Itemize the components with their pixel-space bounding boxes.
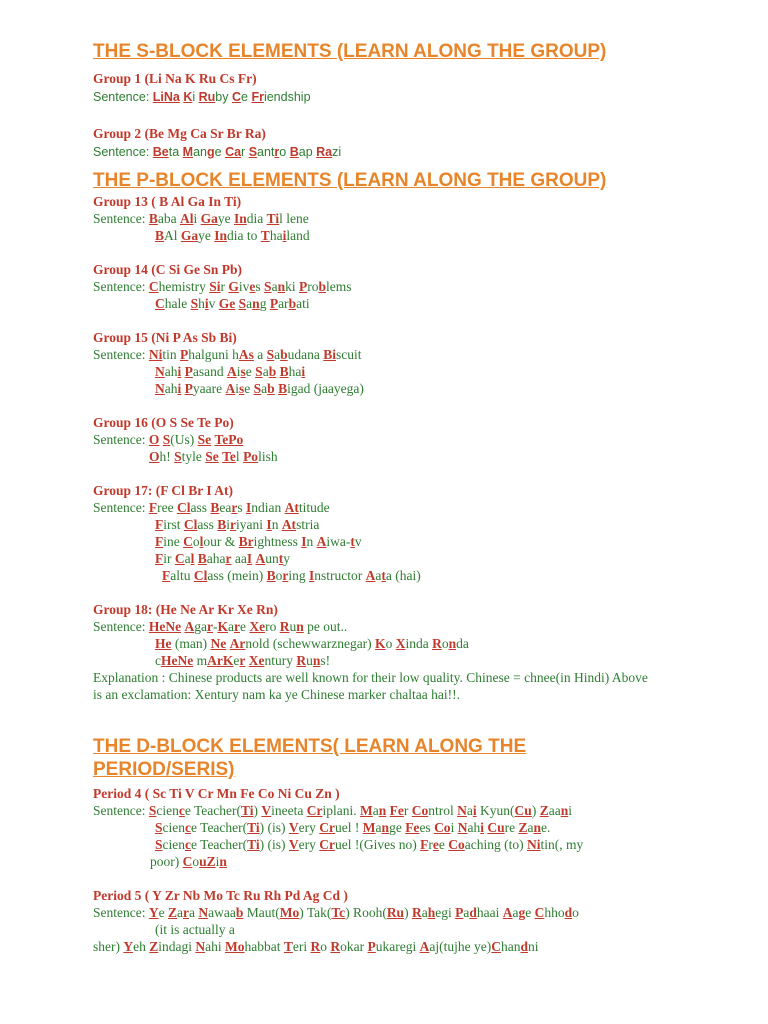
mnemonic-letter: A [227, 364, 237, 379]
mnemonic-letter: C [174, 551, 185, 566]
mnemonic-letter: As [238, 347, 254, 362]
mnemonic-letter: A [365, 568, 376, 583]
mnemonic-line: Nahi Pyaare Aise Sab Bigad (jaayega) [155, 381, 364, 396]
mnemonic-letter: In [234, 211, 247, 226]
mnemonic-letter: P [298, 279, 308, 294]
mnemonic-letter: n [219, 854, 227, 869]
mnemonic-letter: b [268, 364, 277, 379]
mnemonic-letter: b [280, 347, 288, 362]
mnemonic-letter: d [520, 939, 529, 954]
mnemonic-letter: C [491, 939, 501, 954]
document-page [93, 40, 753, 955]
mnemonic-letter: TePo [214, 432, 244, 447]
mnemonic-line: cHeNe mArKer Xentury Runs! [155, 653, 331, 668]
mnemonic-letter: Ar [229, 636, 246, 651]
mnemonic-letter: i [472, 803, 477, 818]
mnemonic-letter: R [432, 636, 442, 651]
mnemonic-letter: Cr [319, 820, 336, 835]
mnemonic-line: He (man) Ne Arnold (schewwarznegar) Ko Xinda Ronda [155, 636, 469, 651]
mnemonic-letter: Z [167, 905, 177, 920]
mnemonic-letter: N [195, 939, 206, 954]
mnemonic-letter: B [148, 211, 158, 226]
mnemonic-line: Sentence: Free Class Bears Indian Attitude [93, 500, 330, 515]
mnemonic-letter: B [289, 145, 299, 159]
mnemonic-letter: r [233, 619, 240, 634]
mnemonic-letter: Ru [386, 905, 405, 920]
mnemonic-letter: Ru [198, 90, 216, 104]
mnemonic-letter: c [178, 803, 185, 818]
mnemonic-line: First Class Biriyani In Atstria [155, 517, 320, 532]
mnemonic-letter: R [330, 939, 341, 954]
mnemonic-letter: b [235, 905, 244, 920]
mnemonic-letter: h [427, 905, 436, 920]
mnemonic-letter: F [155, 517, 164, 532]
mnemonic-letter: Te [222, 449, 236, 464]
mnemonic-letter: Ni [527, 837, 541, 852]
mnemonic-letter: r [239, 653, 246, 668]
mnemonic-line: Faltu Class (mein) Boring Instructor Aata (hai) [162, 568, 421, 583]
mnemonic-letter: I [266, 517, 272, 532]
mnemonic-letter: B [155, 228, 165, 243]
mnemonic-letter: S [253, 381, 262, 396]
mnemonic-letter: V [261, 803, 272, 818]
mnemonic-letter: S [174, 449, 182, 464]
mnemonic-letter: S [264, 279, 272, 294]
mnemonic-letter: n [312, 653, 321, 668]
mnemonic-letter: Fr [251, 90, 264, 104]
mnemonic-letter: M [182, 145, 194, 159]
mnemonic-letter: R [310, 939, 321, 954]
mnemonic-letter: X [395, 636, 406, 651]
mnemonic-letter: Z [539, 803, 549, 818]
mnemonic-letter: Mo [225, 939, 245, 954]
mnemonic-line: Fine Colour & Brightness In Aiwa-tv [155, 534, 362, 549]
group-heading: Period 4 ( Sc Ti V Cr Mn Fe Co Ni Cu Zn ) [93, 786, 340, 801]
mnemonic-letter: n [252, 296, 260, 311]
mnemonic-letter: t [381, 568, 386, 583]
mnemonic-letter: B [266, 568, 276, 583]
mnemonic-letter: Ge [218, 296, 236, 311]
mnemonic-line: Sentence: O S(Us) Se TePo [93, 432, 244, 447]
mnemonic-letter: C [148, 279, 159, 294]
mnemonic-letter: Cr [306, 803, 323, 818]
mnemonic-letter: Po [243, 449, 259, 464]
mnemonic-letter: O [148, 432, 160, 447]
mnemonic-line: Sentence: Ye Zara Nawaab Maut(Mo) Tak(Tc) Rooh(Ru) Rahegi Padhaai Aage Chhodo [93, 905, 579, 920]
mnemonic-letter: S [162, 432, 171, 447]
mnemonic-line: Nahi Pasand Aise Sab Bhai [155, 364, 306, 379]
mnemonic-letter: r [231, 500, 238, 515]
mnemonic-line: Sentence: Chemistry Sir Gives Sanki Problems [93, 279, 352, 294]
mnemonic-letter: Ga [200, 211, 218, 226]
mnemonic-letter: O [149, 449, 160, 464]
group-heading: Group 18: (He Ne Ar Kr Xe Rn) [93, 602, 278, 617]
mnemonic-letter: B [279, 364, 289, 379]
mnemonic-letter: B [217, 517, 227, 532]
mnemonic-line: (it is actually a [155, 922, 235, 937]
mnemonic-line: Sentence: Baba Ali Gaye India Til lene [93, 211, 309, 226]
mnemonic-letter: l [199, 534, 204, 549]
mnemonic-letter: P [269, 296, 279, 311]
mnemonic-line: Sentence: Science Teacher(Ti) Vineeta Criplani. Man Fer Control Nai Kyun(Cu) Zaani [93, 803, 572, 818]
mnemonic-letter: Bi [323, 347, 337, 362]
mnemonic-letter: B [278, 381, 288, 396]
mnemonic-letter: Xe [249, 619, 266, 634]
group-heading: Group 17: (F Cl Br I At) [93, 483, 234, 498]
mnemonic-letter: C [183, 534, 193, 549]
mnemonic-line: Sentence: LiNa Ki Ruby Ce Friendship [93, 90, 311, 104]
mnemonic-letter: A [419, 939, 430, 954]
mnemonic-letter: Al [179, 211, 194, 226]
mnemonic-letter: Ra [316, 145, 333, 159]
mnemonic-line: Sentence: HeNe Agar-Kare Xero Run pe out.. [93, 619, 348, 634]
mnemonic-letter: N [457, 803, 467, 818]
mnemonic-letter: C [231, 90, 242, 104]
mnemonic-letter: S [148, 803, 157, 818]
mnemonic-letter: Br [238, 534, 254, 549]
mnemonic-letter: d [469, 905, 477, 920]
mnemonic-letter: n [277, 279, 286, 294]
mnemonic-letter: i [480, 820, 484, 835]
mnemonic-letter: HeNe [161, 653, 194, 668]
mnemonic-line: Science Teacher(Ti) (is) Very Cruel !(Gives no) Free Coaching (to) Nitin(, my [155, 837, 584, 852]
mnemonic-letter: s [239, 381, 245, 396]
mnemonic-letter: He [155, 636, 172, 651]
mnemonic-line: Sentence: Nitin Phalguni hAs a Sabudana Biscuit [93, 347, 362, 362]
mnemonic-letter: n [560, 803, 569, 818]
mnemonic-letter: Co [434, 820, 451, 835]
mnemonic-letter: g [206, 145, 215, 159]
mnemonic-letter: c [185, 820, 192, 835]
mnemonic-letter: Cu [514, 803, 532, 818]
mnemonic-letter: t [278, 551, 284, 566]
mnemonic-letter: r [230, 517, 237, 532]
mnemonic-letter: r [183, 905, 189, 920]
group-heading: Period 5 ( Y Zr Nb Mo Tc Ru Rh Pd Ag Cd ) [93, 888, 348, 903]
mnemonic-letter: K [183, 90, 193, 104]
mnemonic-letter: T [283, 939, 293, 954]
mnemonic-letter: G [228, 279, 239, 294]
mnemonic-letter: Fe [389, 803, 404, 818]
mnemonic-letter: Xe [248, 653, 265, 668]
mnemonic-letter: S [255, 364, 263, 379]
mnemonic-letter: Cl [193, 568, 208, 583]
mnemonic-letter: i [204, 296, 209, 311]
mnemonic-letter: S [190, 296, 199, 311]
mnemonic-letter: I [309, 568, 315, 583]
mnemonic-line: sher) Yeh Zindagi Nahi Mohabbat Teri Ro Rokar Pukaregi Aaj(tujhe ye)Chandni [93, 939, 539, 954]
mnemonic-letter: Ca [225, 145, 242, 159]
mnemonic-letter: Ti [247, 820, 260, 835]
mnemonic-line: BAl Gaye India to Thailand [155, 228, 310, 243]
mnemonic-line: Science Teacher(Ti) (is) Very Cruel ! Mange Fees Coi Nahi Cure Zane. [155, 820, 551, 835]
mnemonic-letter: At [284, 500, 299, 515]
mnemonic-letter: ArK [207, 653, 234, 668]
mnemonic-letter: B [197, 551, 207, 566]
mnemonic-letter: F [155, 534, 164, 549]
mnemonic-letter: N [198, 905, 209, 920]
mnemonic-letter: r [274, 145, 280, 159]
mnemonic-letter: F [162, 568, 171, 583]
mnemonic-letter: HeNe [148, 619, 182, 634]
mnemonic-letter: Ne [210, 636, 227, 651]
mnemonic-letter: F [155, 551, 164, 566]
mnemonic-letter: LiNa [152, 90, 180, 104]
mnemonic-letter: P [184, 381, 193, 396]
mnemonic-letter: n [533, 820, 542, 835]
mnemonic-letter: C [155, 296, 165, 311]
mnemonic-letter: r [225, 551, 232, 566]
mnemonic-letter: T [260, 228, 270, 243]
group-heading: Group 13 ( B Al Ga In Ti) [93, 194, 242, 209]
mnemonic-letter: Z [518, 820, 528, 835]
group-heading: Group 16 (O S Se Te Po) [93, 415, 234, 430]
mnemonic-letter: F [420, 837, 429, 852]
mnemonic-line: Sentence: Beta Mange Car Santro Bap Razi [93, 145, 342, 159]
mnemonic-letter: i [282, 228, 287, 243]
mnemonic-letter: l [190, 551, 195, 566]
mnemonic-letter: C [182, 854, 193, 869]
mnemonic-letter: Y [123, 939, 134, 954]
mnemonic-letter: Ti [241, 803, 254, 818]
mnemonic-letter: P [455, 905, 464, 920]
mnemonic-letter: N [457, 820, 468, 835]
mnemonic-letter: Ga [180, 228, 199, 243]
mnemonic-letter: Tc [331, 905, 346, 920]
mnemonic-letter: In [214, 228, 228, 243]
mnemonic-letter: I [245, 500, 252, 515]
mnemonic-letter: s [240, 364, 246, 379]
mnemonic-letter: A [255, 551, 266, 566]
mnemonic-letter: g [518, 905, 526, 920]
mnemonic-letter: A [316, 534, 327, 549]
mnemonic-letter: At [281, 517, 297, 532]
mnemonic-letter: Ti [266, 211, 280, 226]
mnemonic-letter: t [350, 534, 355, 549]
mnemonic-letter: uZ [199, 854, 216, 869]
mnemonic-letter: Cl [183, 517, 198, 532]
mnemonic-letter: K [375, 636, 386, 651]
explanation-text: Explanation : Chinese products are well known for their low quality. Chinese = chnee(in Hindi) Above is an exclamation: Xentury nam ka ye Chinese marker chaltaa hai!!. [93, 670, 648, 702]
mnemonic-letter: e [249, 279, 256, 294]
group-heading: Group 2 (Be Mg Ca Sr Br Ra) [93, 126, 266, 141]
mnemonic-letter: n [381, 820, 390, 835]
mnemonic-letter: i [177, 364, 182, 379]
mnemonic-letter: Cu [487, 820, 505, 835]
mnemonic-letter: A [502, 905, 513, 920]
mnemonic-line: Fir Cal Bahar aaI Aunty [155, 551, 291, 566]
mnemonic-letter: S [155, 837, 163, 852]
mnemonic-letter: Cl [176, 500, 191, 515]
mnemonic-letter: V [288, 820, 299, 835]
mnemonic-letter: e [432, 837, 439, 852]
mnemonic-letter: Ni [148, 347, 163, 362]
mnemonic-letter: I [246, 551, 253, 566]
mnemonic-letter: Se [197, 432, 212, 447]
mnemonic-letter: S [238, 296, 247, 311]
mnemonic-letter: r [206, 619, 213, 634]
mnemonic-letter: R [411, 905, 422, 920]
mnemonic-letter: n [378, 803, 387, 818]
mnemonic-letter: S [248, 145, 258, 159]
group-heading: Group 15 (Ni P As Sb Bi) [93, 330, 237, 345]
mnemonic-letter: Se [205, 449, 219, 464]
mnemonic-letter: Cr [319, 837, 336, 852]
mnemonic-letter: R [296, 653, 307, 668]
mnemonic-letter: c [185, 837, 192, 852]
mnemonic-letter: Co [411, 803, 429, 818]
mnemonic-letter: Ti [247, 837, 260, 852]
mnemonic-letter: P [367, 939, 376, 954]
group-heading: Group 1 (Li Na K Ru Cs Fr) [93, 71, 257, 86]
section-title: THE D-BLOCK ELEMENTS( LEARN ALONG THE PERIOD/SERIS) [93, 736, 527, 780]
mnemonic-line: poor) CouZin [150, 854, 227, 869]
mnemonic-letter: S [155, 820, 163, 835]
mnemonic-letter: d [564, 905, 573, 920]
mnemonic-letter: Z [149, 939, 159, 954]
section-title: THE P-BLOCK ELEMENTS (LEARN ALONG THE GROUP) [93, 170, 607, 191]
mnemonic-letter: b [267, 381, 275, 396]
mnemonic-letter: R [279, 619, 290, 634]
mnemonic-letter: Be [152, 145, 169, 159]
mnemonic-letter: K [217, 619, 228, 634]
mnemonic-letter: Y [148, 905, 159, 920]
mnemonic-letter: B [210, 500, 220, 515]
mnemonic-letter: r [282, 568, 289, 583]
mnemonic-letter: S [266, 347, 275, 362]
mnemonic-letter: P [180, 347, 189, 362]
mnemonic-letter: i [177, 381, 182, 396]
mnemonic-line: Oh! Style Se Tel Polish [149, 449, 278, 464]
mnemonic-letter: n [448, 636, 457, 651]
mnemonic-letter: Co [448, 837, 465, 852]
mnemonic-letter: V [288, 837, 299, 852]
mnemonic-letter: F [148, 500, 158, 515]
group-heading: Group 14 (C Si Ge Sn Pb) [93, 262, 243, 277]
mnemonic-letter: A [225, 381, 236, 396]
mnemonic-letter: M [362, 820, 376, 835]
mnemonic-line: Chale Shiv Ge Sang Parbati [155, 296, 310, 311]
mnemonic-letter: i [301, 364, 306, 379]
mnemonic-letter: b [288, 296, 297, 311]
mnemonic-letter: N [155, 364, 165, 379]
mnemonic-letter: P [184, 364, 193, 379]
section-title: THE S-BLOCK ELEMENTS (LEARN ALONG THE GROUP) [93, 41, 607, 62]
mnemonic-letter: M [360, 803, 373, 818]
mnemonic-letter: n [296, 619, 304, 634]
mnemonic-letter: b [318, 279, 326, 294]
mnemonic-letter: Fe [405, 820, 420, 835]
mnemonic-letter: C [534, 905, 545, 920]
mnemonic-letter: Mo [279, 905, 300, 920]
mnemonic-letter: I [301, 534, 307, 549]
mnemonic-letter: N [155, 381, 165, 396]
mnemonic-letter: A [184, 619, 195, 634]
mnemonic-letter: Si [209, 279, 221, 294]
